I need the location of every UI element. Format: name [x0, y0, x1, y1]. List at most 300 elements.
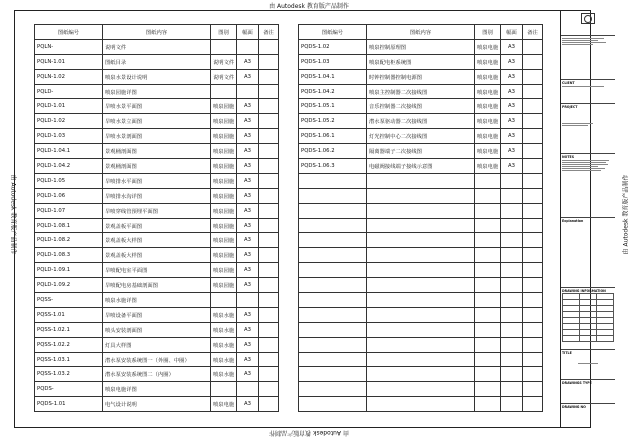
cell-remark: [259, 397, 279, 412]
table-row: [35, 337, 279, 352]
table-row: [35, 159, 279, 174]
cell-remark: [523, 367, 543, 382]
cell-remark: [523, 337, 543, 352]
cell-remark: [523, 54, 543, 69]
cell-size: A3: [237, 173, 259, 188]
cell-category: 喷泉园施: [211, 233, 237, 248]
cell-number: [299, 337, 367, 352]
cell-category: 喷泉园施: [211, 144, 237, 159]
cell-remark: [523, 99, 543, 114]
cell-remark: [259, 203, 279, 218]
cell-size: A3: [501, 69, 523, 84]
table-row: [35, 203, 279, 218]
explanation-label: Explanation: [562, 219, 584, 223]
cell-category: 喷泉电施: [475, 144, 501, 159]
cell-size: [501, 352, 523, 367]
table-row: [35, 293, 279, 308]
table-row: [299, 218, 543, 233]
cell-size: A3: [237, 352, 259, 367]
cell-number: PQDS-1.01: [35, 397, 103, 412]
cell-size: A3: [237, 188, 259, 203]
cell-category: 喷泉园施: [211, 278, 237, 293]
client-label: CLIENT: [562, 81, 575, 85]
cell-remark: [523, 188, 543, 203]
cell-number: [299, 352, 367, 367]
cell-number: PQLN-1.01: [35, 54, 103, 69]
cell-number: [299, 367, 367, 382]
header-number: 图纸编号: [35, 25, 103, 40]
cell-category: [475, 278, 501, 293]
cell-content: [367, 352, 475, 367]
cell-category: 喷泉电施: [475, 84, 501, 99]
cell-remark: [259, 337, 279, 352]
cell-remark: [259, 382, 279, 397]
table-row: [299, 397, 543, 412]
table-row: [299, 203, 543, 218]
cell-category: 喷泉水施: [211, 367, 237, 382]
table-row: [299, 54, 543, 69]
cell-size: [237, 39, 259, 54]
table-header-row: [35, 25, 279, 40]
cell-content: 旱喷配电室平面图: [103, 263, 211, 278]
cell-content: 灯光控制中心二次接线图: [367, 129, 475, 144]
cell-size: A3: [237, 248, 259, 263]
cell-remark: [523, 144, 543, 159]
cell-size: A3: [237, 233, 259, 248]
table-row: [35, 173, 279, 188]
cell-category: [475, 188, 501, 203]
cell-category: [475, 322, 501, 337]
cell-category: [475, 382, 501, 397]
cell-size: A3: [501, 114, 523, 129]
cell-remark: [259, 263, 279, 278]
table-row: [35, 188, 279, 203]
cell-number: PQDS-1.04.2: [299, 84, 367, 99]
cell-content: 旱喷水景剖面图: [103, 129, 211, 144]
cell-remark: [523, 322, 543, 337]
cell-number: PQSS-1.03.2: [35, 367, 103, 382]
cell-size: A3: [237, 99, 259, 114]
notes-label: NOTES: [562, 155, 575, 159]
cell-content: [367, 337, 475, 352]
cell-size: A3: [237, 263, 259, 278]
cell-number: PQDS-1.06.3: [299, 159, 367, 174]
cell-category: 说明文件: [211, 69, 237, 84]
cell-content: [367, 367, 475, 382]
cell-content: 旱喷配电房基础剖面图: [103, 278, 211, 293]
watermark-bottom: 由 Autodesk 教育版产品制作: [269, 429, 349, 436]
cell-category: 喷泉园施: [211, 248, 237, 263]
cell-content: [367, 203, 475, 218]
cell-category: [211, 84, 237, 99]
table-row: [299, 99, 543, 114]
cell-category: 喷泉水施: [211, 307, 237, 322]
table-row: [299, 84, 543, 99]
cell-number: PQDS-1.06.2: [299, 144, 367, 159]
table-row: [299, 39, 543, 54]
cell-size: A3: [501, 54, 523, 69]
cell-number: PQDS-1.03: [299, 54, 367, 69]
table-row: [299, 188, 543, 203]
cell-number: PQLD-1.07: [35, 203, 103, 218]
cell-number: PQLD-1.08.1: [35, 218, 103, 233]
cell-content: [367, 397, 475, 412]
cell-number: PQLD-1.08.2: [35, 233, 103, 248]
cell-size: [501, 263, 523, 278]
cell-number: PQLD-1.09.1: [35, 263, 103, 278]
cell-category: [475, 397, 501, 412]
cell-content: [367, 293, 475, 308]
cell-content: 说明文件: [103, 39, 211, 54]
cell-size: A3: [237, 114, 259, 129]
cell-remark: [523, 173, 543, 188]
title-block-project: [561, 104, 615, 154]
cell-content: 旱喷设备平面图: [103, 307, 211, 322]
cell-size: A3: [501, 159, 523, 174]
cell-remark: [523, 69, 543, 84]
cell-category: [475, 233, 501, 248]
cell-remark: [259, 144, 279, 159]
table-row: [299, 352, 543, 367]
cell-category: [475, 218, 501, 233]
table-row: [299, 144, 543, 159]
cell-number: PQLN-1.02: [35, 69, 103, 84]
cell-category: [475, 337, 501, 352]
cell-number: PQDS-1.05.2: [299, 114, 367, 129]
cell-number: PQDS-: [35, 382, 103, 397]
cell-size: [501, 278, 523, 293]
cell-remark: [259, 293, 279, 308]
table-row: [299, 367, 543, 382]
cell-content: 景观桶剖面图: [103, 144, 211, 159]
cell-size: A3: [501, 129, 523, 144]
cell-content: 景观盖板平面图: [103, 218, 211, 233]
cell-content: 景观盖板大样图: [103, 248, 211, 263]
cell-size: [501, 337, 523, 352]
cell-remark: [259, 114, 279, 129]
cell-remark: [523, 278, 543, 293]
table-row: [35, 367, 279, 382]
cell-content: 景观盖板大样图: [103, 233, 211, 248]
cell-content: 喷泉主控制器二次接线图: [367, 84, 475, 99]
cell-number: PQLD-1.04.1: [35, 144, 103, 159]
cell-content: [367, 307, 475, 322]
company-logo-icon: [581, 13, 595, 24]
cell-content: 喷头安装剖面图: [103, 322, 211, 337]
cell-category: 喷泉水施: [211, 352, 237, 367]
table-row: [35, 233, 279, 248]
cell-number: [299, 188, 367, 203]
table-row: [299, 248, 543, 263]
cell-remark: [523, 159, 543, 174]
drawing-info-grid: [562, 293, 614, 342]
watermark-top: 由 Autodesk 教育版产品制作: [269, 3, 349, 10]
drawing-list-table-left: [34, 24, 279, 412]
cell-size: A3: [237, 54, 259, 69]
cell-size: A3: [237, 322, 259, 337]
cell-content: [367, 322, 475, 337]
cell-category: [475, 307, 501, 322]
cell-number: PQLD-1.01: [35, 99, 103, 114]
table-row: [299, 307, 543, 322]
cell-number: PQDS-1.05.1: [299, 99, 367, 114]
table-row: [299, 263, 543, 278]
cell-number: PQLD-1.04.2: [35, 159, 103, 174]
cell-remark: [259, 99, 279, 114]
table-row: [35, 352, 279, 367]
cell-number: PQLD-1.09.2: [35, 278, 103, 293]
cell-size: A3: [237, 203, 259, 218]
table-row: [299, 382, 543, 397]
cell-size: [501, 203, 523, 218]
cell-content: 景观桶剖面图: [103, 159, 211, 174]
cell-remark: [523, 382, 543, 397]
title-block-drawing-no: [561, 404, 615, 426]
title-block-title: [561, 350, 615, 380]
cell-remark: [259, 54, 279, 69]
cell-content: 喷泉配电柜系统图: [367, 54, 475, 69]
cell-number: PQSS-: [35, 293, 103, 308]
cell-size: [501, 218, 523, 233]
cell-size: [501, 382, 523, 397]
table-row: [35, 144, 279, 159]
table-row: [35, 99, 279, 114]
header-remark: 备注: [523, 25, 543, 40]
cell-number: PQLD-1.08.3: [35, 248, 103, 263]
header-size: 幅面: [237, 25, 259, 40]
cell-size: [501, 367, 523, 382]
cell-number: [299, 397, 367, 412]
cell-category: 喷泉园施: [211, 99, 237, 114]
title-block-client: [561, 80, 615, 104]
cell-category: [211, 293, 237, 308]
cell-category: 喷泉水施: [211, 337, 237, 352]
cell-size: [501, 397, 523, 412]
cell-remark: [259, 188, 279, 203]
cell-number: [299, 322, 367, 337]
cell-category: 喷泉电施: [475, 114, 501, 129]
cell-content: 喷泉水施详图: [103, 293, 211, 308]
cell-content: 旱喷穿线管预埋平面图: [103, 203, 211, 218]
cell-category: [211, 39, 237, 54]
cell-remark: [259, 129, 279, 144]
cell-content: 时钟控制器控制电源图: [367, 69, 475, 84]
cell-number: [299, 382, 367, 397]
cell-number: [299, 248, 367, 263]
cell-remark: [259, 218, 279, 233]
cell-content: 电气设计说明: [103, 397, 211, 412]
cell-category: [475, 263, 501, 278]
table-row: [35, 322, 279, 337]
cell-size: A3: [237, 129, 259, 144]
cell-content: [367, 263, 475, 278]
table-row: [35, 114, 279, 129]
cell-number: PQLD-1.03: [35, 129, 103, 144]
cell-number: PQLN-: [35, 39, 103, 54]
cell-content: 喷泉电施详图: [103, 382, 211, 397]
cell-size: [501, 188, 523, 203]
cell-number: PQSS-1.03.1: [35, 352, 103, 367]
table-row: [35, 84, 279, 99]
cell-number: PQDS-1.06.1: [299, 129, 367, 144]
table-row: [299, 233, 543, 248]
cell-content: [367, 173, 475, 188]
cell-content: [367, 382, 475, 397]
cell-size: A3: [501, 84, 523, 99]
table-row: [299, 173, 543, 188]
table-row: [299, 159, 543, 174]
cell-number: PQLD-1.02: [35, 114, 103, 129]
watermark-left: 由 Autodesk 教育版产品制作: [9, 174, 17, 255]
table-row: [299, 293, 543, 308]
cell-content: [367, 188, 475, 203]
cell-content: 灯具大样图: [103, 337, 211, 352]
cell-category: 喷泉电施: [475, 129, 501, 144]
cell-size: [501, 307, 523, 322]
table-row: [35, 54, 279, 69]
cell-category: 喷泉电施: [475, 69, 501, 84]
header-number: 图纸编号: [299, 25, 367, 40]
cell-number: PQLD-1.06: [35, 188, 103, 203]
cell-number: [299, 218, 367, 233]
cell-content: 音乐控制器二次接线图: [367, 99, 475, 114]
cell-size: A3: [237, 159, 259, 174]
cell-content: 旱喷水景立面图: [103, 114, 211, 129]
cell-category: 喷泉园施: [211, 159, 237, 174]
cell-category: 喷泉电施: [211, 397, 237, 412]
title-block-drawing-info: [561, 288, 615, 350]
cell-remark: [523, 233, 543, 248]
cell-number: [299, 293, 367, 308]
cell-category: [211, 382, 237, 397]
table-row: [35, 278, 279, 293]
cell-remark: [259, 173, 279, 188]
cell-size: [501, 322, 523, 337]
cell-remark: [523, 397, 543, 412]
cell-remark: [259, 84, 279, 99]
title-block-logo-area: [561, 10, 615, 36]
header-category: 图别: [475, 25, 501, 40]
cell-size: A3: [237, 69, 259, 84]
cell-remark: [259, 278, 279, 293]
project-label: PROJECT: [562, 105, 578, 109]
cell-content: 喷泉水景设计说明: [103, 69, 211, 84]
cell-content: 图纸目录: [103, 54, 211, 69]
cell-content: 潜水泵安装系统图一（外圈、中圈）: [103, 352, 211, 367]
table-row: [299, 278, 543, 293]
cell-category: [475, 203, 501, 218]
cell-category: 喷泉电施: [475, 99, 501, 114]
title-label: TITLE: [562, 351, 572, 355]
cell-number: [299, 307, 367, 322]
table-row: [35, 263, 279, 278]
cell-remark: [523, 307, 543, 322]
cell-category: 喷泉园施: [211, 263, 237, 278]
cell-number: PQDS-1.02: [299, 39, 367, 54]
drawing-no-label: DRAWING NO: [562, 405, 586, 409]
table-row: [35, 218, 279, 233]
cell-category: 喷泉园施: [211, 173, 237, 188]
cell-content: [367, 278, 475, 293]
cell-size: A3: [237, 367, 259, 382]
cell-content: 隔离器端子二次接线图: [367, 144, 475, 159]
cell-category: [475, 352, 501, 367]
cell-size: [501, 293, 523, 308]
cell-remark: [259, 233, 279, 248]
cell-size: A3: [501, 144, 523, 159]
cell-remark: [523, 114, 543, 129]
cell-content: [367, 248, 475, 263]
drawings-type-label: DRAWINGS TYPE: [562, 381, 592, 385]
cell-size: [501, 173, 523, 188]
table-row: [299, 129, 543, 144]
cell-number: [299, 203, 367, 218]
title-block-notes: [561, 154, 615, 218]
cell-remark: [259, 159, 279, 174]
header-category: 图别: [211, 25, 237, 40]
cell-remark: [259, 69, 279, 84]
cell-size: [501, 248, 523, 263]
cell-content: 喷泉园施详图: [103, 84, 211, 99]
table-row: [299, 322, 543, 337]
cell-content: 喷泉控制原理图: [367, 39, 475, 54]
cell-size: A3: [501, 99, 523, 114]
table-row: [35, 307, 279, 322]
cell-number: PQSS-1.02.2: [35, 337, 103, 352]
cell-size: A3: [237, 144, 259, 159]
table-row: [35, 69, 279, 84]
title-block-explanation: [561, 218, 615, 288]
cell-number: PQSS-1.01: [35, 307, 103, 322]
header-content: 图纸内容: [103, 25, 211, 40]
cell-size: [237, 84, 259, 99]
cell-category: 喷泉园施: [211, 129, 237, 144]
drawing-info-label: DRAWING INFORMATION: [562, 289, 606, 293]
cell-size: A3: [237, 218, 259, 233]
cell-category: [475, 173, 501, 188]
table-row: [299, 114, 543, 129]
cell-content: 潜水泵安装系统图二（内圈）: [103, 367, 211, 382]
title-block-drawings-type: [561, 380, 615, 404]
cell-remark: [523, 203, 543, 218]
cell-number: [299, 173, 367, 188]
cell-remark: [259, 307, 279, 322]
cell-size: [237, 382, 259, 397]
cell-remark: [523, 248, 543, 263]
cell-remark: [523, 218, 543, 233]
cell-remark: [523, 352, 543, 367]
cell-category: [475, 248, 501, 263]
cell-category: 喷泉水施: [211, 322, 237, 337]
table-row: [35, 248, 279, 263]
header-content: 图纸内容: [367, 25, 475, 40]
cell-category: 喷泉园施: [211, 188, 237, 203]
cell-remark: [259, 352, 279, 367]
watermark-right: 由 Autodesk 教育版产品制作: [622, 174, 629, 255]
cell-size: A3: [237, 307, 259, 322]
table-row: [35, 129, 279, 144]
cell-size: A3: [237, 397, 259, 412]
table-row: [35, 382, 279, 397]
cell-size: A3: [237, 278, 259, 293]
cell-content: 旱喷水景平面图: [103, 99, 211, 114]
cell-number: PQSS-1.02.1: [35, 322, 103, 337]
cell-category: 喷泉电施: [475, 54, 501, 69]
cell-category: 喷泉电施: [475, 39, 501, 54]
cell-size: A3: [237, 337, 259, 352]
cell-remark: [523, 263, 543, 278]
cell-number: PQLD-: [35, 84, 103, 99]
